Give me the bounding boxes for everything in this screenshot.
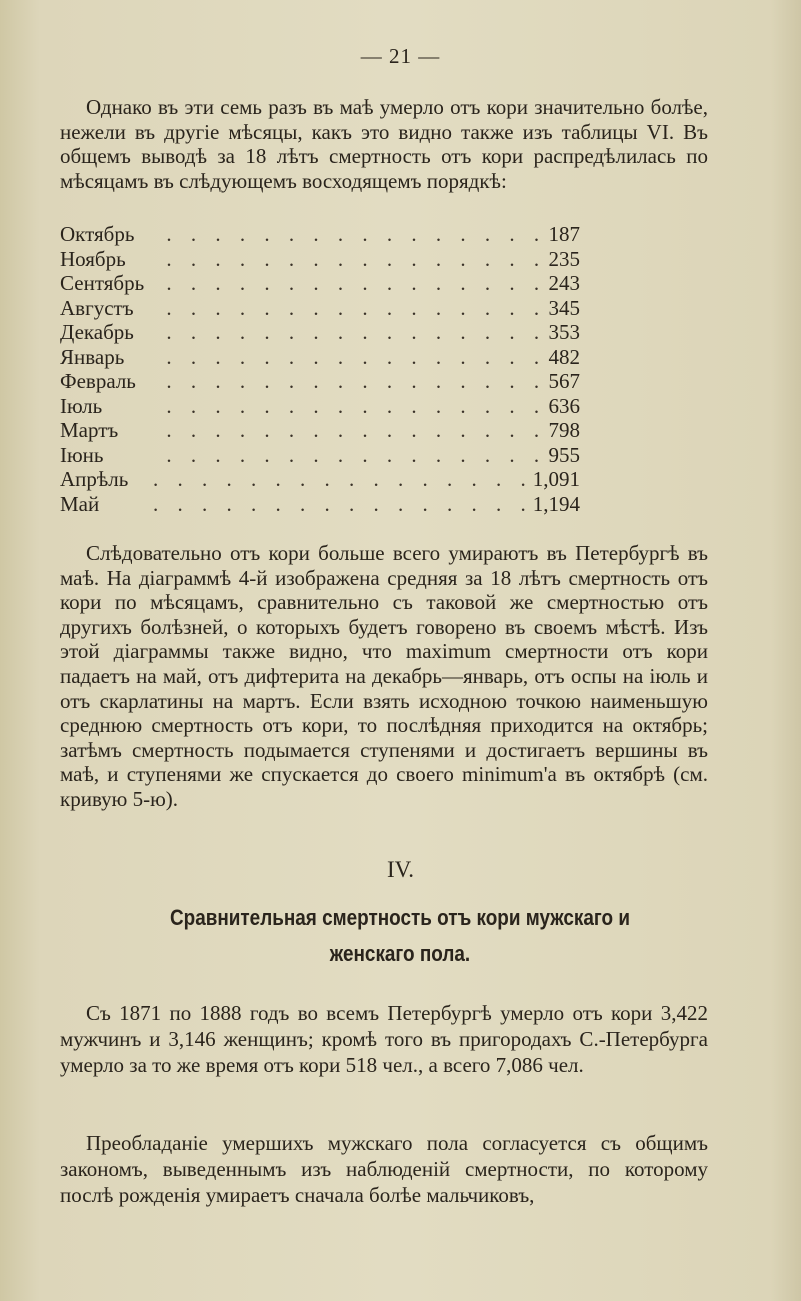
intro-paragraph: Однако въ эти семь разъ въ маѣ умерло отъ кори значительно болѣе, нежели въ другіе мѣсяцы, какъ это видно также изъ таблицы VI. Въ общемъ выводѣ за 18 лѣтъ смертность отъ кори распредѣлилась по мѣсяцамъ въ слѣдующемъ восходящемъ порядкѣ: (60, 95, 708, 193)
month-name: Апрѣль (60, 467, 129, 491)
month-name: Январь (60, 344, 125, 369)
death-count: 1,194 (532, 491, 580, 516)
month-name: Мартъ (60, 418, 119, 442)
table-row (60, 345, 580, 370)
section-number: IV. (386, 857, 415, 882)
month-name: Февраль (60, 369, 136, 393)
monthly-mortality-table (60, 222, 580, 516)
statistics-paragraph: Съ 1871 по 1888 годъ во всемъ Петербургѣ умерло отъ кори 3,422 мужчинъ и 3,146 женщинъ; кромѣ того въ пригородахъ С.-Петербурга умерло за то же время отъ кори 518 чел., а всего 7,086 чел. (60, 1001, 708, 1077)
leader-dots: . . . . . . . . . . . . . . . . (166, 418, 547, 442)
table-row (60, 467, 580, 492)
month-name: Октябрь (60, 222, 135, 246)
leader-dots: . . . . . . . . . . . . . . . . (166, 320, 547, 344)
leader-dots: . . . . . . . . . . . . . . . . (166, 271, 547, 295)
table-row (60, 271, 580, 296)
table-row (60, 418, 580, 443)
month-name: Сентябрь (60, 271, 145, 295)
gender-paragraph: Преобладаніе умершихъ мужскаго пола согласуется съ общимъ закономъ, выведеннымъ изъ наблюденій смертности, по которому послѣ рожденія умираетъ сначала болѣе мальчиковъ, (60, 1131, 708, 1207)
death-count: 636 (548, 393, 580, 418)
leader-dots: . . . . . . . . . . . . . . . . (166, 222, 547, 246)
month-name: Ноябрь (60, 246, 126, 271)
leader-dots: . . . . . . . . . . . . . . . . (153, 467, 533, 491)
death-count: 345 (548, 295, 580, 320)
table-row (60, 394, 580, 419)
month-name: Май (60, 491, 100, 516)
death-count: 243 (548, 271, 580, 295)
leader-dots: . . . . . . . . . . . . . . . . (166, 295, 547, 320)
month-name: Декабрь (60, 320, 134, 344)
table-row (60, 247, 580, 272)
month-name: Іюль (60, 393, 103, 418)
death-count: 187 (548, 222, 580, 246)
death-count: 567 (548, 369, 580, 393)
table-row (60, 320, 580, 345)
month-name: Іюнь (60, 442, 104, 467)
death-count: 955 (548, 442, 580, 467)
leader-dots: . . . . . . . . . . . . . . . . (166, 246, 547, 271)
table-row (60, 222, 580, 247)
death-count: 482 (548, 344, 580, 369)
death-count: 235 (548, 246, 580, 271)
death-count: 353 (548, 320, 580, 344)
leader-dots: . . . . . . . . . . . . . . . . (166, 442, 547, 467)
leader-dots: . . . . . . . . . . . . . . . . (166, 344, 547, 369)
table-row (60, 369, 580, 394)
table-row (60, 296, 580, 321)
table-row (60, 443, 580, 468)
death-count: 798 (548, 418, 580, 442)
page-number: — 21 — (360, 44, 441, 68)
section-title: Сравнительная смертность отъ кори мужскаго и женскаго пола. (169, 905, 631, 966)
death-count: 1,091 (532, 467, 580, 491)
leader-dots: . . . . . . . . . . . . . . . . (153, 491, 533, 516)
leader-dots: . . . . . . . . . . . . . . . . (166, 369, 547, 393)
leader-dots: . . . . . . . . . . . . . . . . (166, 393, 547, 418)
month-name: Августъ (60, 295, 134, 320)
table-row (60, 492, 580, 517)
conclusion-paragraph: Слѣдовательно отъ кори больше всего умираютъ въ Петербургѣ въ маѣ. На діаграммѣ 4-й изображена средняя за 18 лѣтъ смертность отъ кори по мѣсяцамъ, сравнительно съ таковой же смертностью отъ другихъ болѣзней, о которыхъ будетъ говорено въ своемъ мѣстѣ. Изъ этой діаграммы также видно, что maximum смертности отъ кори падаетъ на май, отъ дифтерита на декабрь—январь, отъ оспы на іюль и отъ скарлатины на мартъ. Если взять исходною точкою наименьшую среднюю смертность отъ кори, то послѣдняя приходится на октябрь; затѣмъ смертность подымается ступенями и достигаетъ вершины въ маѣ, и ступенями же спускается до своего minimum'а въ октябрѣ (см. кривую 5-ю). (60, 541, 708, 811)
